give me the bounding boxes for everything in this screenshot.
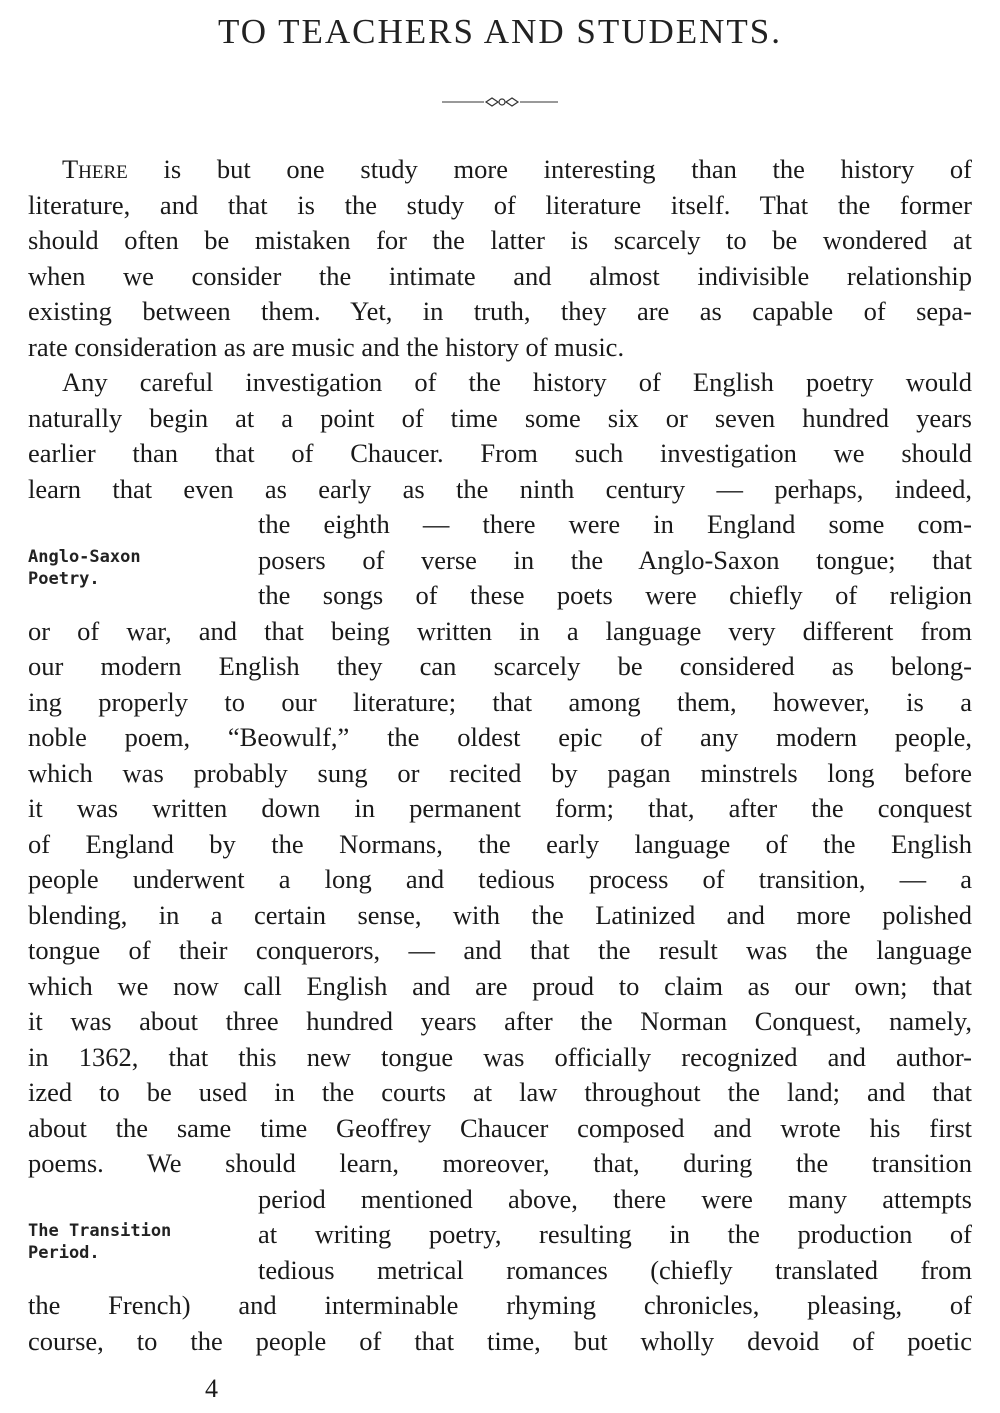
text-line: people underwent a long and tedious process of transition, — a bbox=[28, 864, 972, 894]
paragraph-1 bbox=[28, 152, 972, 365]
sidenote-line: Period. bbox=[28, 1243, 100, 1263]
sidenote-line: Poetry. bbox=[28, 569, 100, 589]
text-line: the songs of these poets were chiefly of religion bbox=[258, 580, 972, 610]
text-line: should often be mistaken for the latter is scarcely to be wondered at bbox=[28, 225, 972, 255]
text-line: which was probably sung or recited by pagan minstrels long before bbox=[28, 757, 972, 788]
text-line: tongue of their conquerors, — and that the result was the language bbox=[28, 935, 972, 965]
text-line: it was about three hundred years after the Norman Conquest, namely, bbox=[28, 1006, 972, 1036]
text-line: posers of verse in the Anglo-Saxon tongue; that bbox=[258, 544, 972, 575]
text-line: the French) and interminable rhyming chronicles, pleasing, of bbox=[28, 1290, 972, 1320]
text-line: naturally begin at a point of time some six or seven hundred years bbox=[28, 402, 972, 433]
text-line: which we now call English and are proud to claim as our own; that bbox=[28, 970, 972, 1001]
lead-word: There bbox=[62, 154, 128, 184]
text-line: period mentioned above, there were many attempts bbox=[258, 1183, 972, 1214]
text-line: poems. We should learn, moreover, that, during the transition bbox=[28, 1148, 972, 1178]
text-line: in 1362, that this new tongue was officially recognized and author- bbox=[28, 1041, 972, 1072]
text-line: Any careful investigation of the history of English poetry would bbox=[62, 367, 972, 397]
text-line: rate consideration as are music and the history of music. bbox=[28, 331, 625, 362]
page-number: 4 bbox=[205, 1374, 218, 1403]
sidenote-transition bbox=[28, 1220, 171, 1264]
text-line: the eighth — there were in England some com- bbox=[258, 509, 972, 539]
text-line: blending, in a certain sense, with the Latinized and more polished bbox=[28, 899, 972, 930]
text-line: at writing poetry, resulting in the production of bbox=[258, 1219, 972, 1249]
text-line: tedious metrical romances (chiefly translated from bbox=[258, 1254, 972, 1285]
text-line: it was written down in permanent form; that, after the conquest bbox=[28, 793, 972, 823]
text-line: or of war, and that being written in a language very different from bbox=[28, 615, 972, 646]
page-title: TO TEACHERS AND STUDENTS. bbox=[217, 12, 783, 51]
text-line: of England by the Normans, the early language of the English bbox=[28, 828, 972, 859]
text-line: our modern English they can scarcely be considered as belong- bbox=[28, 651, 972, 681]
text-line: ing properly to our literature; that among them, however, is a bbox=[28, 686, 972, 717]
text-line: There is but one study more interesting than the history of bbox=[62, 154, 972, 184]
sidenote-line: The Transition bbox=[28, 1221, 172, 1241]
text-line: ized to be used in the courts at law throughout the land; and that bbox=[28, 1077, 972, 1107]
text-line: noble poem, “Beowulf,” the oldest epic of any modern people, bbox=[28, 722, 972, 752]
text-line: earlier than that of Chaucer. From such investigation we should bbox=[28, 438, 972, 468]
paragraph-2 bbox=[28, 365, 972, 1359]
text-line: about the same time Geoffrey Chaucer composed and wrote his first bbox=[28, 1112, 972, 1143]
text-line: learn that even as early as the ninth century — perhaps, indeed, bbox=[28, 473, 972, 504]
text-line: course, to the people of that time, but wholly devoid of poetic bbox=[28, 1325, 972, 1356]
text-line: when we consider the intimate and almost indivisible relationship bbox=[28, 260, 972, 291]
text-line: existing between them. Yet, in truth, they are as capable of sepa- bbox=[28, 296, 972, 326]
text-line: literature, and that is the study of literature itself. That the former bbox=[28, 189, 972, 220]
title-ornament bbox=[440, 90, 560, 114]
sidenote-anglo-saxon bbox=[28, 546, 141, 590]
sidenote-line: Anglo-Saxon bbox=[28, 547, 141, 567]
